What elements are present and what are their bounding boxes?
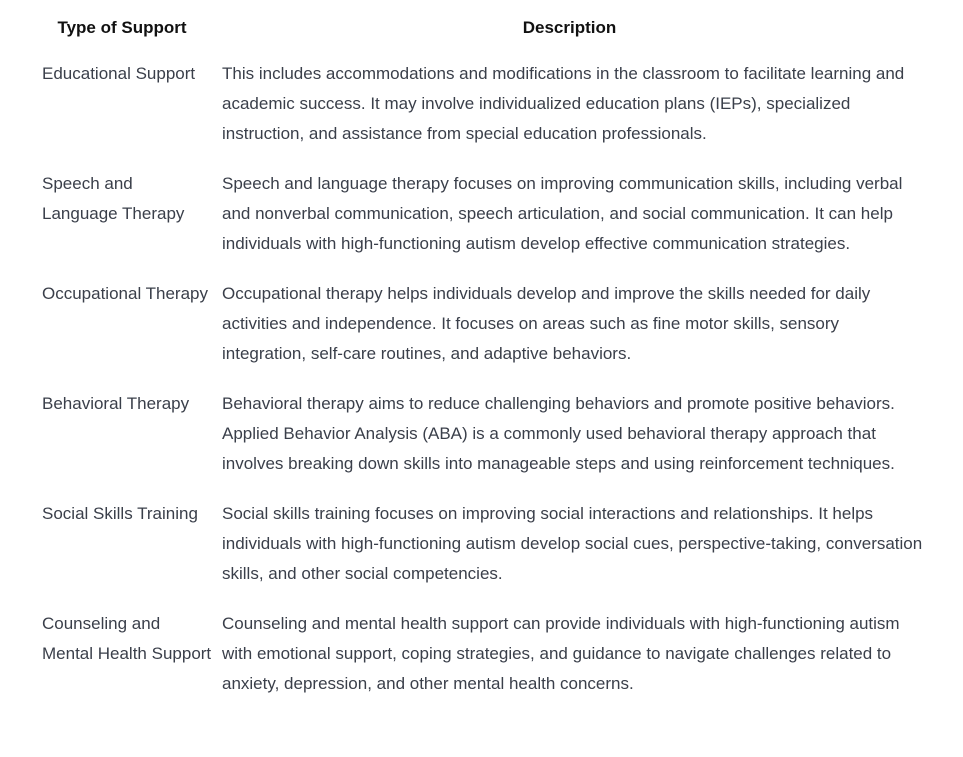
support-table-container: [32, 0, 927, 717]
description-cell: Social skills training focuses on improving social interactions and relationships. It helps individuals with high-functioning autism develop social cues, perspective-taking, conversation skills, and other social competencies.: [222, 504, 923, 583]
type-cell: Occupational Therapy: [42, 284, 209, 303]
table-row: [32, 277, 927, 387]
table-row: [32, 167, 927, 277]
type-cell: Counseling and Mental Health Support: [42, 614, 212, 663]
table-row: [32, 497, 927, 607]
header-description: Description: [522, 18, 617, 37]
table-row: [32, 607, 927, 717]
header-row: [32, 0, 927, 57]
type-cell: Speech and Language Therapy: [42, 174, 185, 223]
description-cell: Occupational therapy helps individuals develop and improve the skills needed for daily activities and independence. It focuses on areas such as fine motor skills, sensory integration, self-care routines, and adaptive behaviors.: [222, 284, 871, 363]
table-body: [32, 57, 927, 717]
description-cell: Behavioral therapy aims to reduce challenging behaviors and promote positive behaviors. Applied Behavior Analysis (ABA) is a commonly used behavioral therapy approach that involves breaking down skills into manageable steps and using reinforcement techniques.: [222, 394, 895, 473]
type-cell: Behavioral Therapy: [42, 394, 190, 413]
type-cell: Educational Support: [42, 64, 196, 83]
table-header: [32, 0, 927, 57]
table-row: [32, 57, 927, 167]
description-cell: Counseling and mental health support can provide individuals with high-functioning autism with emotional support, coping strategies, and guidance to navigate challenges related to anxiety, depression, and other mental health concerns.: [222, 614, 900, 693]
type-cell: Social Skills Training: [42, 504, 198, 523]
description-cell: Speech and language therapy focuses on improving communication skills, including verbal and nonverbal communication, speech articulation, and social communication. It can help individuals with high-functioning autism develop effective communication strategies.: [222, 174, 903, 253]
table-row: [32, 387, 927, 497]
support-types-table: [32, 0, 927, 717]
description-cell: This includes accommodations and modifications in the classroom to facilitate learning and academic success. It may involve individualized education plans (IEPs), specialized instruction, and assistance from special education professionals.: [222, 64, 905, 143]
header-type-of-support: Type of Support: [57, 18, 187, 37]
